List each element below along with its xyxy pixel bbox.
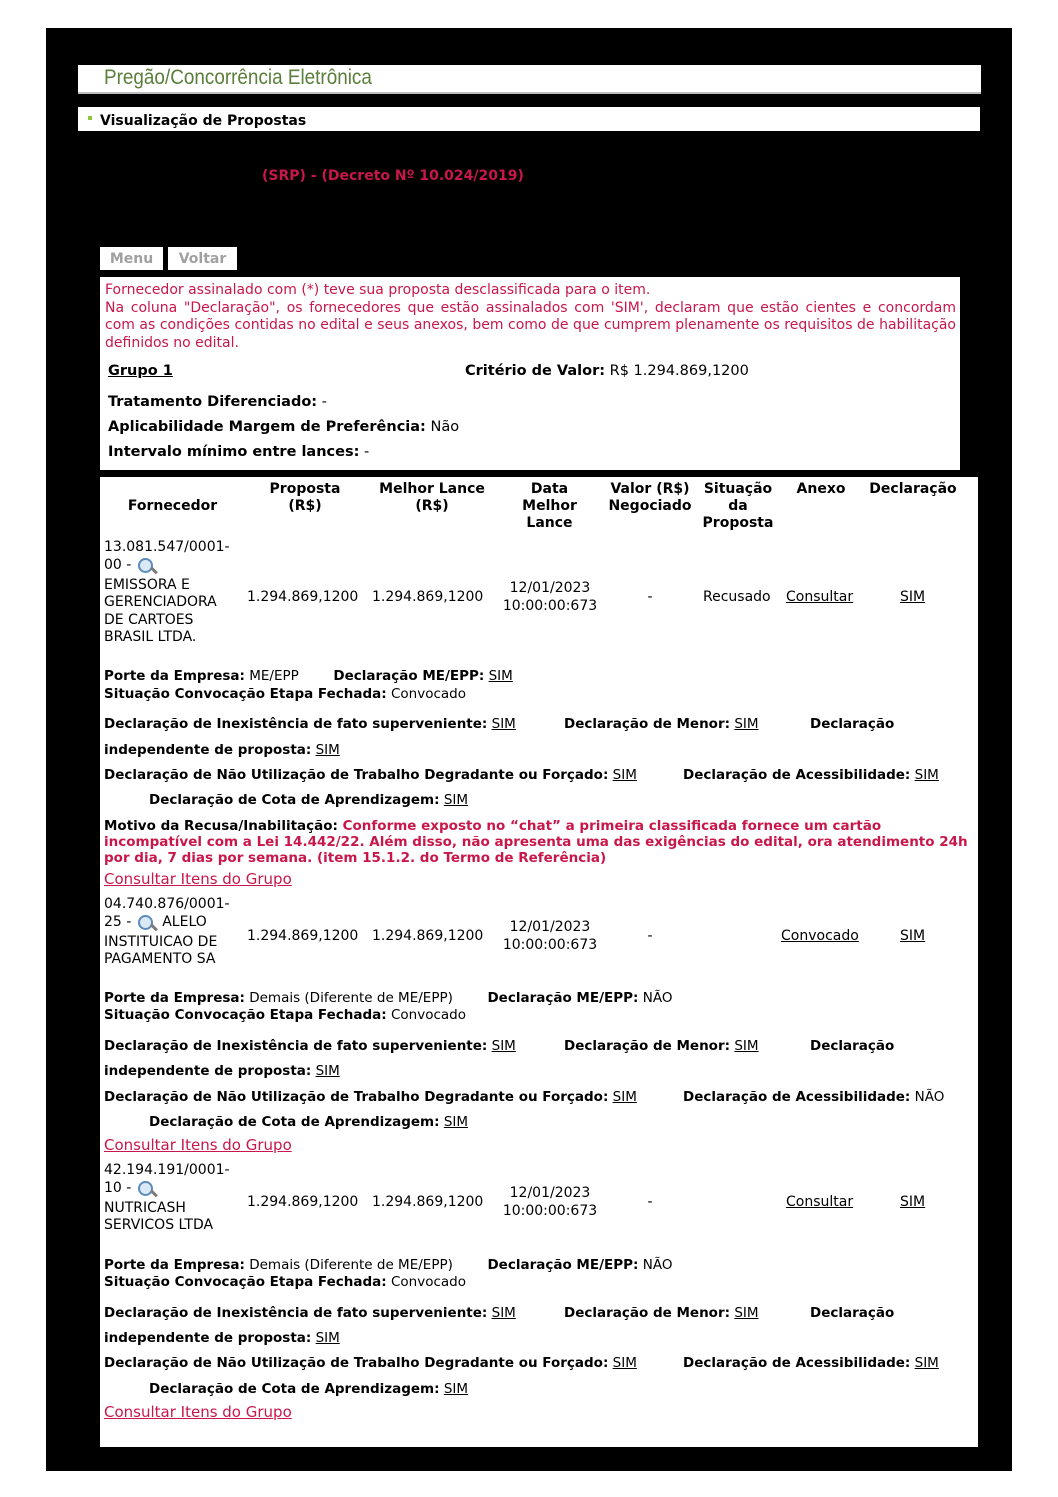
- notice-text: [105, 282, 956, 352]
- independente-label: independente de proposta:: [104, 1063, 312, 1079]
- page-title: Visualização de Propostas: [100, 113, 307, 129]
- bullet-icon: [88, 116, 92, 120]
- supplier-2-acessibilidade: NÃO: [914, 1089, 945, 1105]
- page-title-bar: [78, 107, 980, 131]
- margem-label: Aplicabilidade Margem de Preferência:: [108, 419, 426, 435]
- menor-label: Declaração de Menor:: [564, 716, 731, 732]
- situacao-conv-label: Situação Convocação Etapa Fechada:: [104, 1274, 387, 1290]
- supplier-2-decl-me: NÃO: [642, 990, 673, 1006]
- supplier-3-independente-row: [104, 1330, 340, 1346]
- supplier-1-menor-link[interactable]: SIM: [734, 716, 759, 732]
- supplier-3-cnpj-b: 10 -: [104, 1179, 132, 1196]
- supplier-2-cota-row: [149, 1114, 468, 1130]
- supplier-3-decl-me: NÃO: [642, 1257, 673, 1273]
- proposals-table: [100, 477, 978, 1447]
- supplier-1-porte: ME/EPP: [249, 668, 299, 684]
- tratamento-row: [108, 394, 327, 410]
- criterio-label: Critério de Valor:: [465, 363, 606, 379]
- supplier-2-name-2: PAGAMENTO SA: [104, 951, 216, 967]
- supplier-2-date: 12/01/2023: [509, 919, 591, 935]
- supplier-1-consultar-itens: [104, 871, 292, 890]
- col-header-situacao: Situação da Proposta: [702, 481, 774, 531]
- supplier-2-trabalho-row: [104, 1089, 637, 1105]
- menor-label: Declaração de Menor:: [564, 1305, 731, 1321]
- inexistencia-label: Declaração de Inexistência de fato superveniente:: [104, 1305, 488, 1321]
- situacao-conv-label: Situação Convocação Etapa Fechada:: [104, 1007, 387, 1023]
- supplier-2-menor-link[interactable]: SIM: [734, 1038, 759, 1054]
- supplier-3-cota-row: [149, 1381, 468, 1397]
- supplier-3-proposta: 1.294.869,1200: [247, 1194, 359, 1210]
- supplier-3-inexistencia-link[interactable]: SIM: [491, 1305, 516, 1321]
- supplier-3-porte-row: [104, 1257, 672, 1273]
- supplier-2-inexistencia-row: [104, 1038, 516, 1054]
- supplier-1-time: 10:00:00:673: [502, 597, 598, 614]
- tratamento-value: -: [321, 394, 327, 410]
- supplier-3-consultar-itens: [104, 1404, 292, 1423]
- supplier-1-porte-row: [104, 668, 513, 684]
- trabalho-label: Declaração de Não Utilização de Trabalho Degradante ou Forçado:: [104, 1089, 609, 1105]
- supplier-2-trabalho-link[interactable]: SIM: [612, 1089, 637, 1105]
- supplier-1-independente-row: [104, 742, 340, 758]
- cota-label: Declaração de Cota de Aprendizagem:: [149, 1381, 440, 1397]
- intervalo-label: Intervalo mínimo entre lances:: [108, 444, 360, 460]
- supplier-3-name-2: SERVICOS LTDA: [104, 1217, 214, 1233]
- supplier-3-consultar-itens-link[interactable]: Consultar Itens do Grupo: [104, 1403, 292, 1421]
- group-name-row: [108, 363, 173, 379]
- supplier-1-decl-me-link[interactable]: SIM: [488, 668, 513, 684]
- supplier-2-cota-link[interactable]: SIM: [443, 1114, 469, 1130]
- srp-note: (SRP) - (Decreto Nº 10.024/2019): [262, 168, 524, 184]
- supplier-3-declaracao-link[interactable]: SIM: [900, 1194, 926, 1210]
- supplier-1-independente-link[interactable]: SIM: [315, 742, 340, 758]
- supplier-1-proposta: 1.294.869,1200: [247, 589, 359, 605]
- col-header-anexo: Anexo: [796, 481, 846, 497]
- supplier-3-valor: -: [647, 1194, 653, 1210]
- supplier-3-menor-link[interactable]: SIM: [734, 1305, 759, 1321]
- supplier-1-motivo-text: Conforme exposto no “chat” a primeira classificada fornece um cartão incompatível com a Lei 14.442/22. Além disso, não apresenta uma das exigências do edital, ora atendimento 24h por dia, 7 dias por semana. (item 15.1.2. do Termo de Referência): [104, 818, 968, 866]
- criterio-row: [465, 363, 749, 379]
- supplier-2-valor: -: [647, 928, 653, 944]
- cota-label: Declaração de Cota de Aprendizagem:: [149, 1114, 440, 1130]
- supplier-1-cnpj: [104, 539, 230, 647]
- supplier-3-situacao-conv-row: [104, 1274, 466, 1290]
- supplier-3-cnpj-a: 42.194.191/0001-: [104, 1162, 230, 1178]
- margem-value: Não: [430, 419, 460, 435]
- supplier-3-independente-link[interactable]: SIM: [315, 1330, 340, 1346]
- supplier-2-inexistencia-link[interactable]: SIM: [491, 1038, 516, 1054]
- supplier-2-consultar-itens-link[interactable]: Consultar Itens do Grupo: [104, 1136, 292, 1154]
- supplier-2-melhor-lance: 1.294.869,1200: [372, 928, 484, 944]
- col-header-declaracao: Declaração: [869, 481, 957, 497]
- supplier-3-porte: Demais (Diferente de ME/EPP): [249, 1257, 453, 1273]
- supplier-3-melhor-lance: 1.294.869,1200: [372, 1194, 484, 1210]
- supplier-1-cota-row: [149, 792, 468, 808]
- supplier-3-inexistencia-row: [104, 1305, 516, 1321]
- supplier-1-name-1: EMISSORA E: [104, 576, 190, 593]
- supplier-1-acessibilidade-link[interactable]: SIM: [914, 767, 939, 783]
- tratamento-label: Tratamento Diferenciado:: [108, 394, 318, 410]
- trabalho-label: Declaração de Não Utilização de Trabalho Degradante ou Forçado:: [104, 1355, 609, 1371]
- notice-line-1: Fornecedor assinalado com (*) teve sua proposta desclassificada para o item.: [105, 282, 651, 298]
- supplier-1-inexistencia-row: [104, 716, 516, 732]
- motivo-label: Motivo da Recusa/Inabilitação:: [104, 818, 338, 834]
- supplier-3-time: 10:00:00:673: [502, 1202, 598, 1219]
- supplier-2-declaracao-word: [810, 1038, 894, 1054]
- decl-me-label: Declaração ME/EPP:: [333, 668, 485, 684]
- declaracao-word-label: Declaração: [810, 1305, 895, 1321]
- supplier-2-data: [498, 919, 602, 954]
- porte-label: Porte da Empresa:: [104, 1257, 245, 1273]
- supplier-1-declaracao-link[interactable]: SIM: [900, 589, 926, 605]
- supplier-2-cnpj-b: 25 -: [104, 913, 132, 930]
- supplier-1-inexistencia-link[interactable]: SIM: [491, 716, 516, 732]
- supplier-1-situacao: Recusado: [703, 589, 771, 605]
- app-title-bar: [78, 65, 981, 94]
- supplier-2-menor-row: [564, 1038, 759, 1054]
- col-header-proposta: Proposta (R$): [269, 481, 341, 514]
- col-header-data: Data Melhor Lance: [522, 481, 577, 531]
- decl-me-label: Declaração ME/EPP:: [487, 1257, 639, 1273]
- col-header-melhor-lance: Melhor Lance (R$): [379, 481, 485, 514]
- magnifier-icon[interactable]: [136, 557, 158, 577]
- inexistencia-label: Declaração de Inexistência de fato superveniente:: [104, 1038, 488, 1054]
- supplier-1-trabalho-row: [104, 767, 637, 783]
- intervalo-value: -: [364, 444, 370, 460]
- supplier-1-menor-row: [564, 716, 759, 732]
- supplier-3-trabalho-row: [104, 1355, 637, 1371]
- app-title: Pregão/Concorrência Eletrônica: [104, 66, 372, 89]
- supplier-1-acessibilidade-row: [683, 767, 939, 783]
- supplier-2-name-inline: ALELO: [162, 913, 207, 930]
- supplier-1-situacao-conv: Convocado: [390, 686, 466, 702]
- independente-label: independente de proposta:: [104, 742, 312, 758]
- supplier-3-anexo-link[interactable]: Consultar: [786, 1194, 854, 1210]
- back-button[interactable]: Voltar: [168, 247, 237, 270]
- supplier-2-time: 10:00:00:673: [502, 936, 598, 953]
- supplier-3-acessibilidade-link[interactable]: SIM: [914, 1355, 939, 1371]
- supplier-2-proposta: 1.294.869,1200: [247, 928, 359, 944]
- supplier-2-porte-row: [104, 990, 672, 1006]
- supplier-1-trabalho-link[interactable]: SIM: [612, 767, 637, 783]
- supplier-1-cota-link[interactable]: SIM: [443, 792, 469, 808]
- menu-button[interactable]: Menu: [100, 247, 163, 270]
- supplier-2-situacao-conv-row: [104, 1007, 466, 1023]
- supplier-3-date: 12/01/2023: [509, 1185, 591, 1201]
- declaracao-word-label: Declaração: [810, 716, 895, 732]
- supplier-1-anexo-link[interactable]: Consultar: [786, 589, 854, 605]
- supplier-1-cnpj-b: 00 -: [104, 556, 132, 573]
- supplier-3-data: [498, 1185, 602, 1220]
- magnifier-icon[interactable]: [136, 1180, 158, 1200]
- col-header-fornecedor: Fornecedor: [127, 498, 218, 514]
- porte-label: Porte da Empresa:: [104, 990, 245, 1006]
- inexistencia-label: Declaração de Inexistência de fato superveniente:: [104, 716, 488, 732]
- cota-label: Declaração de Cota de Aprendizagem:: [149, 792, 440, 808]
- supplier-1-consultar-itens-link[interactable]: Consultar Itens do Grupo: [104, 870, 292, 888]
- supplier-1-melhor-lance: 1.294.869,1200: [372, 589, 484, 605]
- supplier-1-valor: -: [647, 589, 653, 605]
- criterio-value: R$ 1.294.869,1200: [609, 363, 749, 379]
- supplier-1-cnpj-a: 13.081.547/0001-: [104, 539, 230, 555]
- supplier-3-menor-row: [564, 1305, 759, 1321]
- supplier-2-name-1: INSTITUICAO DE: [104, 933, 218, 950]
- supplier-2-porte: Demais (Diferente de ME/EPP): [249, 990, 453, 1006]
- declaracao-word-label: Declaração: [810, 1038, 895, 1054]
- menor-label: Declaração de Menor:: [564, 1038, 731, 1054]
- supplier-1-motivo: [104, 818, 974, 866]
- group-name-link[interactable]: Grupo 1: [108, 363, 173, 379]
- magnifier-icon[interactable]: [136, 914, 158, 934]
- supplier-2-cnpj: [104, 896, 230, 969]
- porte-label: Porte da Empresa:: [104, 668, 245, 684]
- supplier-3-acessibilidade-row: [683, 1355, 939, 1371]
- acessibilidade-label: Declaração de Acessibilidade:: [683, 1355, 911, 1371]
- independente-label: independente de proposta:: [104, 1330, 312, 1346]
- margem-row: [108, 419, 459, 435]
- acessibilidade-label: Declaração de Acessibilidade:: [683, 1089, 911, 1105]
- supplier-3-name-1: NUTRICASH: [104, 1199, 186, 1216]
- supplier-3-cnpj: [104, 1162, 230, 1235]
- supplier-3-cota-link[interactable]: SIM: [443, 1381, 469, 1397]
- supplier-2-anexo-link[interactable]: Convocado: [781, 928, 859, 944]
- supplier-3-declaracao-word: [810, 1305, 894, 1321]
- supplier-2-independente-row: [104, 1063, 340, 1079]
- col-header-valor: Valor (R$) Negociado: [608, 481, 692, 514]
- supplier-2-independente-link[interactable]: SIM: [315, 1063, 340, 1079]
- supplier-1-name-4: BRASIL LTDA.: [104, 629, 197, 645]
- supplier-1-situacao-conv-row: [104, 686, 466, 702]
- supplier-2-cnpj-a: 04.740.876/0001-: [104, 896, 230, 912]
- supplier-2-consultar-itens: [104, 1137, 292, 1156]
- supplier-2-situacao-conv: Convocado: [390, 1007, 466, 1023]
- supplier-1-name-2: GERENCIADORA: [104, 594, 217, 610]
- supplier-3-situacao-conv: Convocado: [390, 1274, 466, 1290]
- supplier-1-declaracao-word: [810, 716, 894, 732]
- trabalho-label: Declaração de Não Utilização de Trabalho Degradante ou Forçado:: [104, 767, 609, 783]
- decl-me-label: Declaração ME/EPP:: [487, 990, 639, 1006]
- intervalo-row: [108, 444, 369, 460]
- supplier-1-name-3: DE CARTOES: [104, 611, 194, 628]
- supplier-2-declaracao-link[interactable]: SIM: [900, 928, 926, 944]
- situacao-conv-label: Situação Convocação Etapa Fechada:: [104, 686, 387, 702]
- supplier-2-acessibilidade-row: [683, 1089, 944, 1105]
- acessibilidade-label: Declaração de Acessibilidade:: [683, 767, 911, 783]
- notice-line-2: Na coluna "Declaração", os fornecedores que estão assinalados com 'SIM', declaram que estão cientes e concordam com as condições contidas no edital e seus anexos, bem como de que cumprem plenamente os requisitos de habilitação definidos no edital.: [105, 299, 956, 351]
- supplier-1-data: [498, 580, 602, 615]
- supplier-3-trabalho-link[interactable]: SIM: [612, 1355, 637, 1371]
- supplier-1-date: 12/01/2023: [509, 580, 591, 596]
- group-info-panel: [100, 277, 960, 470]
